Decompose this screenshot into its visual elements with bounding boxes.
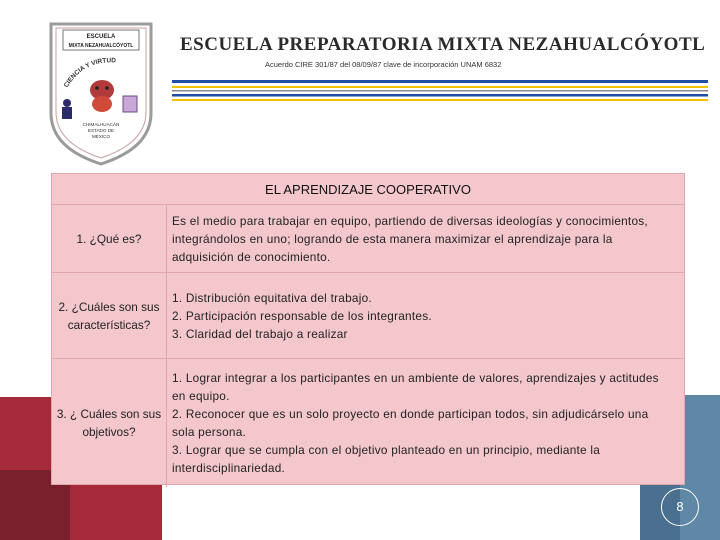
answer-line: adquisición de conocimiento. bbox=[172, 249, 331, 264]
answer-line: Es el medio para trabajar en equipo, partiendo de diversas ideologías y conocimientos, bbox=[172, 213, 648, 228]
answer-cell bbox=[167, 359, 685, 487]
answer-line: 1. Lograr integrar a los participantes en un ambiente de valores, aprendizajes y actitudes bbox=[172, 370, 659, 385]
logo-motto: CIENCIA Y VIRTUD bbox=[62, 57, 117, 90]
cooperative-learning-panel bbox=[51, 173, 685, 485]
logo-location-3: MÉXICO bbox=[91, 134, 111, 139]
table-row bbox=[52, 359, 684, 487]
table-row bbox=[52, 273, 684, 359]
qa-table bbox=[52, 204, 684, 487]
logo-name-text: MIXTA NEZAHUALCÓYOTL bbox=[68, 43, 134, 49]
table-row bbox=[52, 205, 684, 273]
question-cell: 1. ¿Qué es? bbox=[52, 205, 167, 273]
answer-line: 2. Reconocer que es un solo proyecto en donde participan todos, sin adjudicárselo una bbox=[172, 406, 649, 421]
school-subtitle: Acuerdo CIRE 301/87 del 08/09/87 clave de incorporación UNAM 6832 bbox=[265, 60, 502, 69]
logo-top-text: ESCUELA bbox=[86, 34, 116, 40]
answer-line: en equipo. bbox=[172, 388, 230, 403]
page-number: 8 bbox=[661, 488, 699, 526]
answer-line: 2. Participación responsable de los integrantes. bbox=[172, 308, 432, 323]
answer-line: 3. Lograr que se cumpla con el objetivo planteado en un principio, mediante la bbox=[172, 442, 601, 457]
question-cell: 3. ¿ Cuáles son sus objetivos? bbox=[52, 359, 167, 487]
answer-line: integrándolos en uno; logrando de esta manera maximizar el aprendizaje para la bbox=[172, 231, 613, 246]
school-logo bbox=[45, 18, 157, 168]
logo-location-2: ESTADO DE bbox=[87, 128, 115, 133]
panel-title: EL APRENDIZAJE COOPERATIVO bbox=[265, 182, 471, 197]
answer-line: sola persona. bbox=[172, 424, 247, 439]
question-cell: 2. ¿Cuáles son sus características? bbox=[52, 273, 167, 359]
school-name: ESCUELA PREPARATORIA MIXTA NEZAHUALCÓYOTL bbox=[180, 34, 706, 55]
header-decorative-lines bbox=[172, 78, 708, 108]
logo-location-1: CHIMALHUACÁN bbox=[82, 122, 120, 127]
answer-line: 1. Distribución equitativa del trabajo. bbox=[172, 290, 372, 305]
answer-line: interdisciplinariedad. bbox=[172, 460, 286, 475]
answer-cell bbox=[167, 205, 685, 273]
answer-line: 3. Claridad del trabajo a realizar bbox=[172, 326, 348, 341]
answer-cell bbox=[167, 273, 685, 359]
